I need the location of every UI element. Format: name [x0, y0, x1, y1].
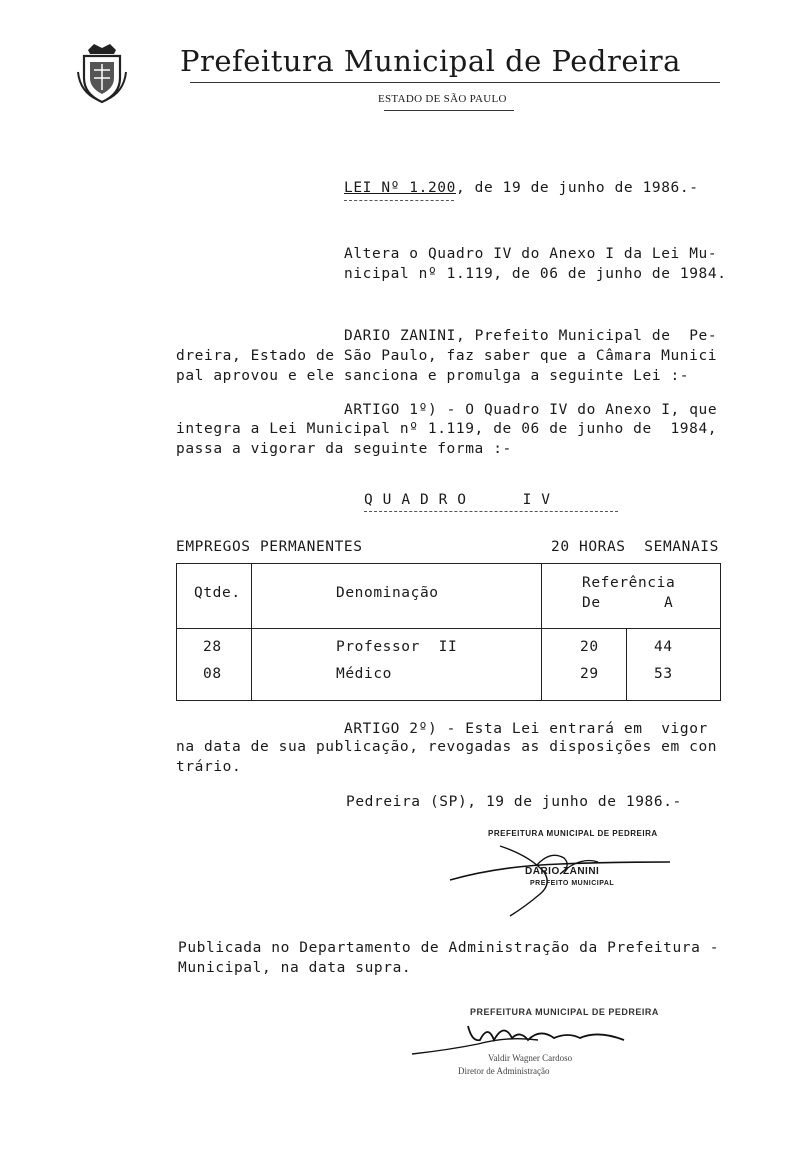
director-name: Valdir Wagner Cardoso [488, 1053, 573, 1063]
column-header-referencia: Referência [582, 575, 676, 591]
table-bottom-border [176, 700, 721, 701]
municipal-coat-of-arms-icon [74, 42, 130, 106]
preamble-line-3: pal aprovou e ele sanciona e promulga a seguinte Lei :- [176, 368, 690, 384]
table-col-divider-2 [541, 563, 542, 700]
table-caption-right: 20 HORAS SEMANAIS [551, 539, 719, 555]
column-header-qtde: Qtde. [194, 585, 241, 601]
preamble-line-1: DARIO ZANINI, Prefeito Municipal de Pe- [344, 328, 718, 344]
law-number-underline [344, 200, 454, 201]
row-qtde: 08 [203, 666, 222, 682]
row-denominacao: Médico [336, 666, 392, 682]
ementa-line-1: Altera o Quadro IV do Anexo I da Lei Mu- [344, 246, 718, 262]
mayor-signature-icon [440, 836, 680, 920]
column-header-a: A [664, 595, 674, 611]
column-header-denominacao: Denominação [336, 585, 439, 601]
table-right-border [720, 563, 721, 700]
mayor-role: PREFEITO MUNICIPAL [530, 880, 615, 887]
letterhead-title: Prefeitura Municipal de Pedreira [180, 44, 681, 78]
ementa-line-2: nicipal nº 1.119, de 06 de junho de 1984. [344, 266, 727, 282]
column-header-de: De [582, 595, 601, 611]
table-top-border [176, 563, 721, 564]
mayor-stamp-header: PREFEITURA MUNICIPAL DE PEDREIRA [488, 829, 658, 838]
place-date: Pedreira (SP), 19 de junho de 1986.- [346, 794, 682, 810]
article-2-line-3: trário. [176, 759, 242, 775]
article-2-line-2: na data de sua publicação, revogadas as disposições em con [176, 739, 718, 755]
letterhead-rule [190, 82, 720, 83]
letterhead-subtitle: ESTADO DE SÃO PAULO [378, 93, 507, 105]
law-number: LEI Nº 1.200 [344, 180, 456, 196]
law-date: , de 19 de junho de 1986.- [455, 180, 699, 196]
row-qtde: 28 [203, 639, 222, 655]
law-title [344, 180, 699, 196]
preamble-line-2: dreira, Estado de São Paulo, faz saber que a Câmara Munici [176, 348, 718, 364]
publication-line-2: Municipal, na data supra. [178, 960, 412, 976]
director-stamp-header: PREFEITURA MUNICIPAL DE PEDREIRA [470, 1007, 659, 1017]
article-1-line-1: ARTIGO 1º) - O Quadro IV do Anexo I, que [344, 402, 718, 418]
table-col-divider-1 [251, 563, 252, 700]
row-a: 53 [654, 666, 673, 682]
quadro-heading-underline [364, 511, 618, 512]
article-2-line-1: ARTIGO 2º) - Esta Lei entrará em vigor [344, 721, 708, 737]
article-1-line-2: integra a Lei Municipal nº 1.119, de 06 de junho de 1984, [176, 421, 718, 437]
article-1-line-3: passa a vigorar da seguinte forma :- [176, 441, 512, 457]
table-header-border [176, 628, 721, 629]
row-de: 20 [580, 639, 599, 655]
mayor-name: DARIO ZANINI [525, 866, 600, 877]
publication-line-1: Publicada no Departamento de Administração da Prefeitura - [178, 940, 720, 956]
table-left-border [176, 563, 177, 700]
quadro-heading: Q U A D R O I V [364, 492, 551, 508]
director-role: Diretor de Administração [458, 1066, 550, 1076]
row-a: 44 [654, 639, 673, 655]
table-col-divider-3 [626, 628, 627, 700]
subtitle-rule [384, 110, 514, 111]
row-denominacao: Professor II [336, 639, 458, 655]
table-caption-left: EMPREGOS PERMANENTES [176, 539, 363, 555]
row-de: 29 [580, 666, 599, 682]
